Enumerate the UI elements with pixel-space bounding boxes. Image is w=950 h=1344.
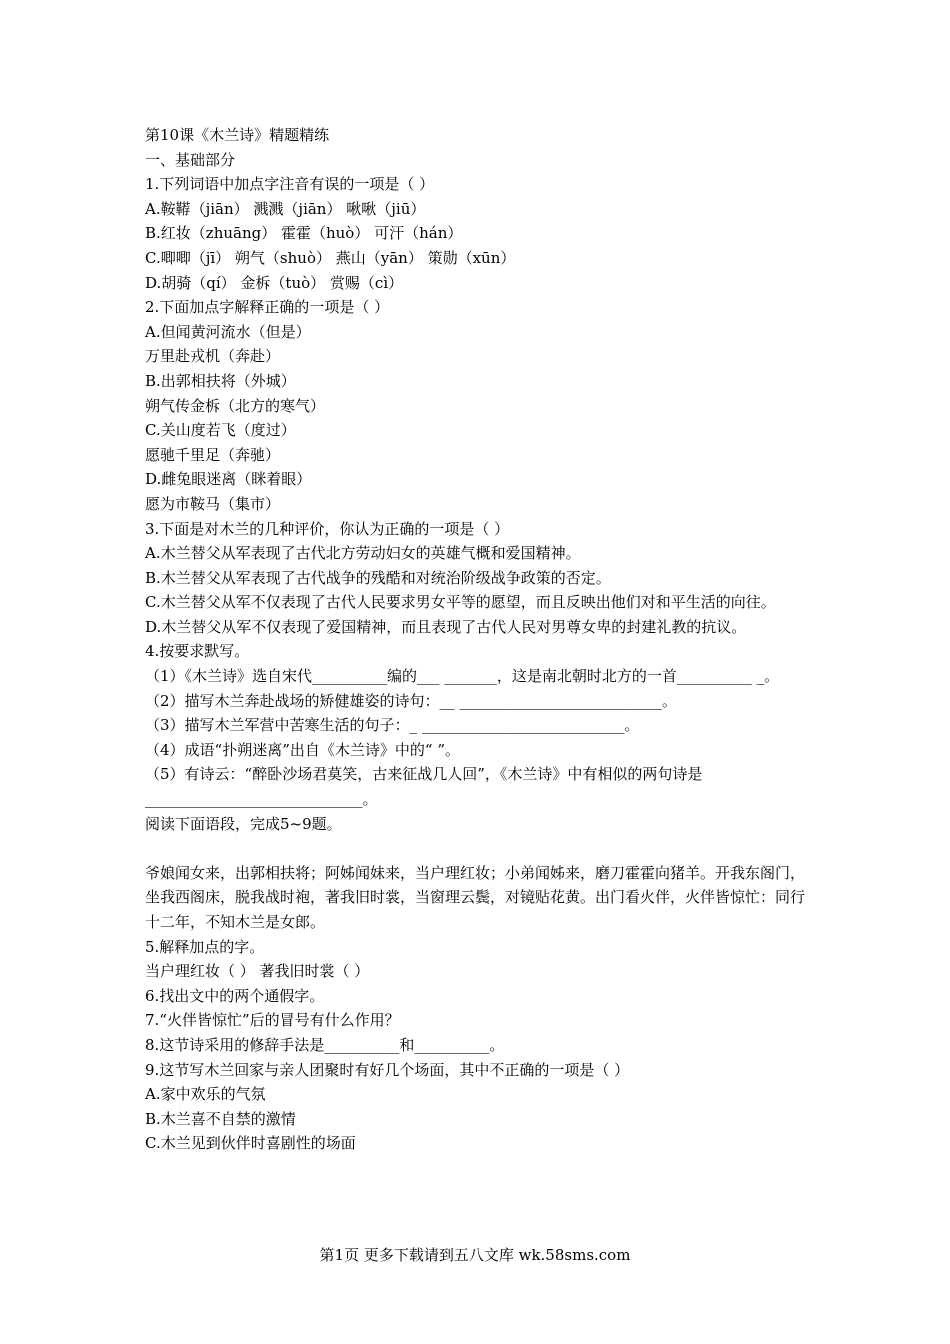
q3-option-a: A.木兰替父从军表现了古代北方劳动妇女的英雄气概和爱国精神。 <box>145 544 581 563</box>
q4-item-5: （5）有诗云：“醉卧沙场君莫笑，古来征战几人回”，《木兰诗》中有相似的两句诗是_____________________________。 <box>145 765 703 809</box>
q3-option-c: C.木兰替父从军不仅表现了古代人民要求男女平等的愿望，而且反映出他们对和平生活的向往。 <box>145 593 776 612</box>
q2-line: C.关山度若飞（度过） <box>145 421 296 440</box>
q4-item-2: （2）描写木兰奔赴战场的矫健雄姿的诗句：__ ___________________________。 <box>145 691 677 710</box>
q2-line: 愿为市鞍马（集市） <box>145 494 281 513</box>
q5-line: 当户理红妆（ ） 著我旧时裳（ ） <box>145 962 370 981</box>
q1-option-b: B.红妆（zhuāng） 霍霍（huò） 可汗（hán） <box>145 224 463 243</box>
q9-option-b: B.木兰喜不自禁的激情 <box>145 1109 296 1128</box>
q1-option-d: D.胡骑（qí） 金柝（tuò） 赏赐（cì） <box>145 273 404 292</box>
section-heading: 一、基础部分 <box>145 150 236 169</box>
q4-item-1: （1）《木兰诗》选自宋代__________编的___ _______，这是南北朝时北方的一首__________ _。 <box>145 667 780 686</box>
document-body <box>145 123 815 1156</box>
question-4: 4.按要求默写。 <box>145 642 250 661</box>
question-8: 8.这节诗采用的修辞手法是__________和__________。 <box>145 1035 505 1054</box>
question-6: 6.找出文中的两个通假字。 <box>145 986 325 1005</box>
reading-passage: 爷娘闻女来，出郭相扶将；阿姊闻妹来，当户理红妆；小弟闻姊来，磨刀霍霍向猪羊。开我东阁门，坐我西阁床，脱我战时袍，著我旧时裳，当窗理云鬓，对镜贴花黄。出门看火伴，火伴皆惊忙：同行十二年，不知木兰是女郎。 <box>145 863 806 931</box>
reading-intro: 阅读下面语段，完成5~9题。 <box>145 814 342 833</box>
q4-item-3: （3）描写木兰军营中苦寒生活的句子：_ ___________________________。 <box>145 716 640 735</box>
q2-line: B.出郭相扶将（外城） <box>145 371 296 390</box>
q2-line: 朔气传金柝（北方的寒气） <box>145 396 326 415</box>
q9-option-a: A.家中欢乐的气氛 <box>145 1085 266 1104</box>
doc-title: 第10课《木兰诗》精题精练 <box>145 126 330 144</box>
q1-option-a: A.鞍鞯（jiān） 溅溅（jiān） 啾啾（jiū） <box>145 199 426 218</box>
question-5: 5.解释加点的字。 <box>145 937 265 956</box>
q2-line: 万里赴戎机（奔赴） <box>145 347 281 366</box>
spacer <box>145 836 815 861</box>
question-9: 9.这节写木兰回家与亲人团聚时有好几个场面，其中不正确的一项是（ ） <box>145 1060 630 1079</box>
q3-option-b: B.木兰替父从军表现了古代战争的残酷和对统治阶级战争政策的否定。 <box>145 568 611 587</box>
question-3: 3.下面是对木兰的几种评价，你认为正确的一项是（ ） <box>145 519 510 538</box>
q4-item-4: （4）成语“扑朔迷离”出自《木兰诗》中的“ ”。 <box>145 740 460 759</box>
q9-option-c: C.木兰见到伙伴时喜剧性的场面 <box>145 1134 356 1153</box>
q3-option-d: D.木兰替父从军不仅表现了爱国精神，而且表现了古代人民对男尊女卑的封建礼教的抗议。 <box>145 617 747 636</box>
question-7: 7.“火伴皆惊忙”后的冒号有什么作用？ <box>145 1011 400 1030</box>
q2-line: 愿驰千里足（奔驰） <box>145 445 281 464</box>
q2-line: D.雌兔眼迷离（眯着眼） <box>145 470 312 489</box>
question-1: 1.下列词语中加点字注音有误的一项是（ ） <box>145 175 435 194</box>
q1-option-c: C.唧唧（jī） 朔气（shuò） 燕山（yān） 策勋（xūn） <box>145 248 516 267</box>
page-footer: 第1页 更多下载请到五八文库 wk.58sms.com <box>319 1246 631 1264</box>
q2-line: A.但闻黄河流水（但是） <box>145 322 311 341</box>
question-2: 2.下面加点字解释正确的一项是（ ） <box>145 298 390 317</box>
